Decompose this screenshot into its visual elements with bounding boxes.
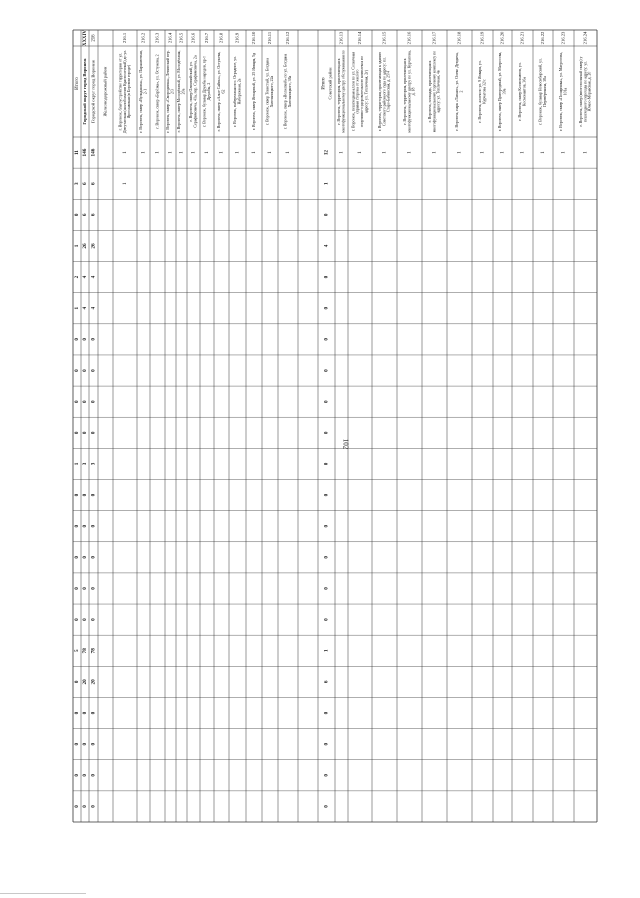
subregion-value: 0 bbox=[90, 618, 97, 621]
itogo2-value: 1 bbox=[323, 182, 330, 186]
row-value: 1 bbox=[541, 151, 547, 154]
row-code: 216.9 bbox=[234, 32, 240, 44]
row-address: г. Воронеж, сквер Молодёжный, ул. Молодёжная, bbox=[177, 50, 182, 133]
row-code: 216.8 bbox=[218, 32, 224, 44]
row-address: г. Воронеж, пешеходная аллея по ул. Солнечная bbox=[351, 51, 356, 132]
subregion-value: 0 bbox=[90, 556, 97, 559]
total-value: 0 bbox=[74, 493, 81, 497]
subregion-value: 0 bbox=[90, 524, 97, 528]
total-value: 0 bbox=[74, 369, 81, 372]
row-address: Хмельницкого, 22а bbox=[270, 75, 275, 108]
region-value: 78 bbox=[82, 648, 89, 654]
region-name: Городской округ город Воронеж bbox=[82, 58, 88, 125]
subregion-value: 0 bbox=[90, 493, 97, 497]
scan-edge-mark bbox=[0, 893, 86, 894]
subregion-value: 0 bbox=[90, 773, 97, 777]
subregion-value: 0 bbox=[90, 338, 97, 341]
row-value: 1 bbox=[358, 151, 364, 154]
row-code: 216.17 bbox=[431, 31, 437, 45]
region-value: 0 bbox=[82, 524, 89, 528]
total-value: 1 bbox=[74, 462, 81, 466]
row-address: Старо-Бабинская, д. 25/4 bbox=[386, 70, 391, 113]
row-value: 1 bbox=[520, 151, 526, 154]
row-code: 216.12 bbox=[285, 31, 291, 45]
row-address: Серафимовича, 41а, пер. Серафимовича, 2а bbox=[193, 55, 198, 128]
row-value: 1 bbox=[561, 151, 567, 154]
region-value: 0 bbox=[82, 493, 89, 497]
row-code: 216.4 bbox=[167, 32, 173, 44]
region-value: 0 bbox=[82, 618, 89, 621]
subregion-value: 4 bbox=[90, 306, 97, 310]
subregion-value: 146 bbox=[90, 148, 97, 157]
total-value: 0 bbox=[74, 618, 81, 621]
row-address: г. Воронеж, бульвар Дружбы народов, пр-т bbox=[202, 56, 207, 127]
row-value: 1 bbox=[432, 151, 438, 154]
subregion-value: 78 bbox=[90, 648, 97, 654]
row-address: г. Воронеж, площадь, прилегающая к bbox=[428, 60, 433, 123]
row-value: 1 bbox=[179, 151, 185, 154]
total-value: 0 bbox=[74, 524, 81, 528]
row-value: 1 bbox=[268, 151, 274, 154]
row-address: Набережная, 2а bbox=[237, 78, 242, 105]
row-address: (правая сторона от жилого bbox=[355, 69, 360, 114]
row-value: 1 bbox=[191, 151, 197, 154]
subregion-value: 20 bbox=[90, 679, 97, 685]
total-value: 0 bbox=[74, 805, 81, 808]
itogo2-value: 0 bbox=[323, 618, 330, 621]
table-grid bbox=[73, 30, 597, 822]
itogo2-value: 0 bbox=[323, 431, 330, 435]
row-address: г. Воронеж, сквер «Алые Сайны», ул. Остужева, bbox=[217, 51, 222, 132]
row-address: г. Воронеж, территория, прилегающая к bbox=[403, 58, 408, 125]
itogo2-value: 0 bbox=[323, 400, 330, 403]
row-code: 216.7 bbox=[204, 32, 210, 44]
total-value: 1 bbox=[74, 306, 81, 310]
region-value: 0 bbox=[82, 369, 89, 372]
row-address: Ярославская (в Боровом городе) bbox=[127, 64, 132, 119]
row-address: г. Воронеж, сквер «Волжский» по ул. Богдана bbox=[283, 53, 288, 130]
row-code: 216.21 bbox=[519, 31, 525, 45]
row-address: 101а bbox=[563, 87, 568, 96]
region-value: 0 bbox=[82, 805, 89, 808]
subregion-code: 216 bbox=[91, 34, 97, 42]
subregion-value: 4 bbox=[90, 275, 97, 279]
subregion-value: 6 bbox=[90, 182, 97, 186]
itogo2-value: 0 bbox=[323, 275, 330, 279]
row-address: г. Воронеж, сквер (многопольный сквер) у bbox=[579, 56, 584, 127]
region-code: XXXIV bbox=[83, 30, 89, 46]
row-address: г. Воронеж, благоустройство территории от ул. bbox=[118, 52, 123, 131]
row-code: 216.19 bbox=[479, 31, 485, 45]
row-value: 1 bbox=[155, 151, 161, 154]
row-code: 216.1 bbox=[122, 32, 128, 44]
subregion-value: 6 bbox=[90, 213, 97, 217]
total-value: 0 bbox=[74, 338, 81, 341]
row-code: 216.22 bbox=[540, 31, 546, 45]
row-address: г. Воронеж, парк «Танаис», ул. Олеко Дундича, bbox=[455, 52, 460, 131]
region-value: 3 bbox=[82, 462, 89, 466]
row-address: 39а bbox=[502, 88, 507, 95]
total-value: 0 bbox=[74, 742, 81, 746]
itogo2-district: Советский район bbox=[327, 67, 333, 100]
row-code: 216.2 bbox=[140, 32, 146, 44]
row-address: 2-1 bbox=[143, 88, 148, 95]
row-code: 216.3 bbox=[154, 32, 160, 44]
row-address: г. Воронеж, сквер Пригородный, ул. Матросова, bbox=[498, 51, 503, 132]
subregion-value: 0 bbox=[90, 742, 97, 746]
total-value: 0 bbox=[74, 213, 81, 217]
total-value: 1 bbox=[74, 244, 81, 248]
row-value: 1 bbox=[219, 151, 225, 154]
row-address: г. Воронеж, бульвар Новосибирский, ул. bbox=[538, 58, 543, 125]
row-code: 216.24 bbox=[582, 31, 588, 45]
itogo2-value: 0 bbox=[323, 306, 330, 310]
region-value: 0 bbox=[82, 556, 89, 559]
row-address: 62 bbox=[221, 89, 226, 94]
total-value: 2 bbox=[74, 275, 81, 279]
row-address: г. Воронеж, территория, прилегающая к bbox=[337, 58, 342, 125]
subregion-value: 0 bbox=[90, 431, 97, 435]
total-value: 0 bbox=[74, 556, 81, 559]
row-code: 216.10 bbox=[251, 31, 257, 45]
row-value: 1 bbox=[252, 151, 258, 154]
region-value: 4 bbox=[82, 306, 89, 310]
district-name: Железнодорожный район bbox=[102, 66, 108, 117]
row-value: 1 bbox=[480, 151, 486, 154]
row-value: 1 bbox=[205, 151, 211, 154]
row-address: г. Воронеж, набережная пос. Отрадное, ул. bbox=[233, 56, 238, 127]
row-code: 216.20 bbox=[499, 31, 505, 45]
row-code: 216.15 bbox=[381, 31, 387, 45]
itogo2-value: 6 bbox=[323, 680, 330, 684]
row-code: 216.14 bbox=[357, 31, 363, 45]
region-value: 0 bbox=[82, 773, 89, 777]
itogo2-value: 0 bbox=[323, 556, 330, 559]
row-address: г. Воронеж, сквер «Берёзка», ул. Остужева, 2 bbox=[155, 54, 160, 129]
itogo2-value: 0 bbox=[323, 213, 330, 217]
total-value: 0 bbox=[74, 680, 81, 684]
row-address: многофункциональному торговому комплексу по bbox=[432, 50, 437, 133]
row-address: г. Воронеж, сквер Янтарный, ул. 25 Января, 5д bbox=[251, 52, 256, 131]
table-cells bbox=[74, 30, 592, 808]
row-address: г. Воронеж, сквер Тенистый, ул. Богдана bbox=[265, 58, 270, 125]
row-value: 1 bbox=[168, 151, 174, 154]
itogo2-value: 12 bbox=[323, 149, 330, 156]
itogo2-value: 0 bbox=[323, 805, 330, 808]
total-value: 0 bbox=[74, 431, 81, 435]
row-address: г. Воронеж, сквер «Вульдашна», ул. Парашютная, bbox=[139, 50, 144, 133]
row-code: 216.6 bbox=[190, 32, 196, 44]
subregion-value: 0 bbox=[90, 805, 97, 808]
region-value: 0 bbox=[82, 587, 89, 590]
row-address: Советского районного суда по адресу: пл. bbox=[382, 57, 387, 126]
total-value: 3 bbox=[74, 182, 81, 186]
itogo2-value: 1 bbox=[323, 649, 330, 653]
row-code: 216.16 bbox=[406, 31, 412, 45]
row-address: г. Воронеж, сквер «Полярника», ул. Матросова, bbox=[559, 52, 564, 131]
row-value: 1 bbox=[141, 151, 147, 154]
row-address: д. 18 bbox=[411, 87, 416, 96]
itogo2-label: Итого bbox=[321, 77, 327, 90]
region-value: 0 bbox=[82, 338, 89, 341]
row-address: Хмельницкого, 38а bbox=[288, 75, 293, 108]
region-value: 0 bbox=[82, 400, 89, 403]
row-address: г. Воронеж, сквер Космонавтов, ул. bbox=[518, 62, 523, 121]
subregion-value: 26 bbox=[90, 243, 97, 249]
row-value: 1 bbox=[235, 151, 241, 154]
total-value: 5 bbox=[74, 649, 81, 653]
subregion-name: Городской округ город Воронеж bbox=[90, 59, 96, 124]
itogo2-value: 0 bbox=[323, 369, 330, 372]
total-value: 0 bbox=[74, 400, 81, 403]
row-address: 2 bbox=[459, 90, 464, 93]
itogo-label: Итого bbox=[75, 77, 81, 90]
row-address: 2/3 bbox=[170, 89, 175, 94]
row-value: 1 bbox=[457, 151, 463, 154]
region-value: 0 bbox=[82, 742, 89, 746]
total-value: 0 bbox=[74, 773, 81, 777]
row-address: пешеходного перехода по адресу: ул. bbox=[583, 60, 588, 123]
row-code: 216.11 bbox=[267, 31, 273, 45]
row-value: 1 bbox=[123, 151, 129, 154]
row-address: г. Воронеж, сквер «Смородинка», Ленинский пер. bbox=[166, 50, 171, 133]
row-address: многофункциональному центру по ул. Курчатова, bbox=[407, 50, 412, 133]
itogo2-value: 0 bbox=[323, 493, 330, 497]
region-value: 0 bbox=[82, 431, 89, 435]
itogo2-value: 0 bbox=[323, 524, 330, 528]
subregion-value: 0 bbox=[90, 711, 97, 715]
region-value: 0 bbox=[82, 711, 89, 715]
itogo2-value: 0 bbox=[323, 338, 330, 341]
itogo2-value: 0 bbox=[323, 773, 330, 777]
row-code: 216.5 bbox=[178, 32, 184, 44]
itogo2-value: 0 bbox=[323, 587, 330, 590]
row-address: г. Воронеж, аллея по ул. 9 Января, ул. bbox=[478, 60, 483, 123]
row-code: 216.18 bbox=[456, 31, 462, 45]
row-value: 1 bbox=[123, 182, 129, 185]
subregion-value: 0 bbox=[90, 587, 97, 590]
itogo2-value: 0 bbox=[323, 462, 330, 466]
row-address: спортивно-оздоровительного комплекса по bbox=[360, 55, 365, 128]
itogo2-value: 0 bbox=[323, 711, 330, 715]
row-address: адресу: ул. Тепличная, 2г) bbox=[364, 69, 369, 114]
row-value: 1 bbox=[339, 151, 345, 154]
total-value: 0 bbox=[74, 711, 81, 715]
row-value: 1 bbox=[500, 151, 506, 154]
region-value: 6 bbox=[82, 213, 89, 217]
page-number: 102 bbox=[341, 438, 350, 450]
region-value: 4 bbox=[82, 275, 89, 279]
row-address: Дружбы, 2 bbox=[207, 82, 212, 101]
row-address: г. Воронеж, территория, прилегающая к зданию bbox=[378, 51, 383, 132]
itogo2-value: 4 bbox=[323, 244, 330, 248]
total-value: 11 bbox=[74, 150, 81, 156]
subregion-value: 0 bbox=[90, 369, 97, 372]
row-code: 216.23 bbox=[560, 31, 566, 45]
row-address: 20а bbox=[181, 88, 186, 95]
row-address: Курчатова 32/с bbox=[482, 79, 487, 104]
row-address: адресу: ул. Тепличная, 4в bbox=[436, 70, 441, 113]
region-value: 20 bbox=[82, 679, 89, 685]
row-address: Космонавтов, 36а bbox=[522, 76, 527, 107]
total-value: 0 bbox=[74, 587, 81, 590]
subregion-value: 0 bbox=[90, 400, 97, 403]
row-value: 1 bbox=[583, 151, 589, 154]
row-value: 1 bbox=[382, 151, 388, 154]
row-address: Южно-Моравская, д. 20 bbox=[587, 71, 592, 112]
row-value: 1 bbox=[286, 151, 292, 154]
row-address: многофункциональному центру обслуживания по bbox=[341, 50, 346, 133]
itogo2-value: 0 bbox=[323, 742, 330, 746]
region-value: 146 bbox=[82, 148, 89, 157]
row-value: 1 bbox=[407, 151, 413, 154]
row-code: 216.13 bbox=[338, 31, 344, 45]
row-address: Перевёрткина, 38а bbox=[543, 76, 548, 107]
row-address: Депутатская (жилой массив Краснолесный) до ул. bbox=[122, 49, 127, 134]
region-value: 26 bbox=[82, 243, 89, 249]
region-value: 6 bbox=[82, 182, 89, 186]
row-address: г. Воронеж, сквер Олимпийский, ул. bbox=[189, 61, 194, 122]
subregion-value: 3 bbox=[90, 462, 97, 466]
